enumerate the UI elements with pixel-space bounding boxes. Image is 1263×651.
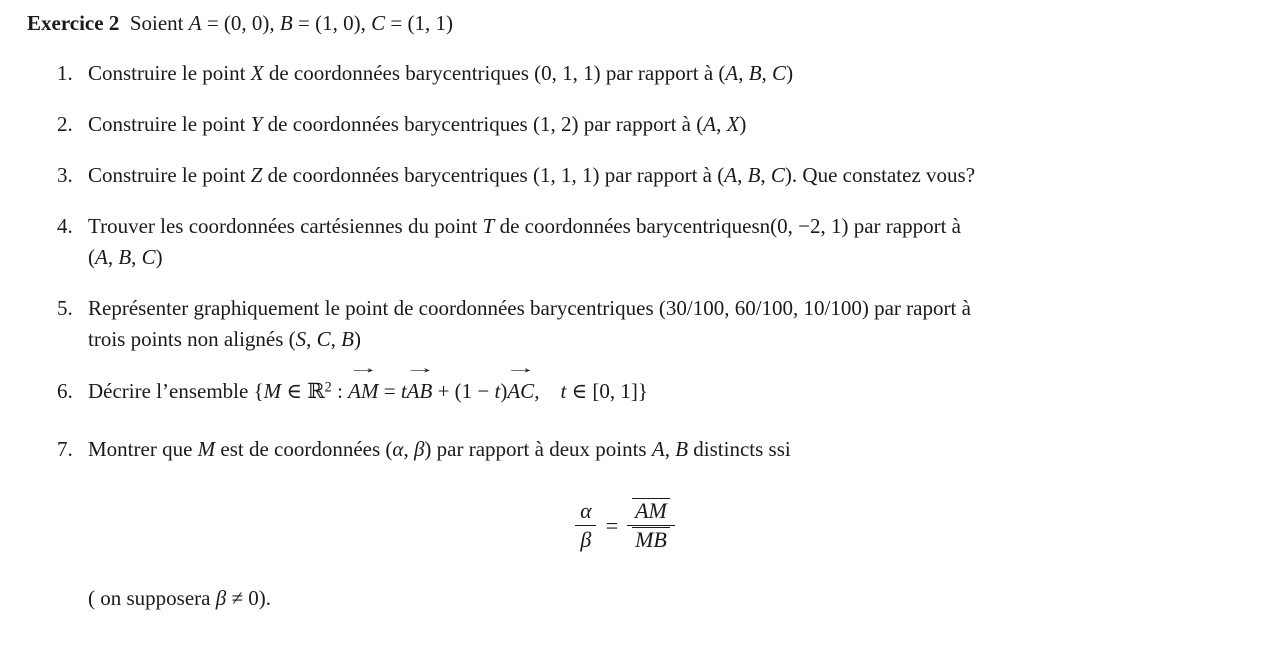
item-number: 1. (57, 61, 73, 85)
list-item-4 (57, 211, 961, 273)
list-item-1 (57, 58, 793, 89)
item-number: 5. (57, 296, 73, 320)
item-text: Trouver les coordonnées cartésiennes du point T de coordonnées barycentriquesn(0, −2, 1) par rapport à (A, B, C) (88, 214, 961, 269)
exercise-title: Exercice 2 Soient A = (0, 0), B = (1, 0), C = (1, 1) (27, 11, 453, 35)
am-numerator (627, 498, 675, 525)
vector-arrow-icon: → (347, 360, 380, 377)
item-text: Représenter graphiquement le point de coordonnées barycentriques (30/100, 60/100, 10/100) par raport à trois points non alignés (S, C, B) (88, 296, 971, 351)
item-text: Décrire l’ensemble {M ∈ ℝ$^2$ : → AM = t → AB + (1 − t) → AC, t ∈ [0, 1]} (88, 376, 648, 407)
mb-overline: MB (632, 527, 670, 551)
assumption-note: ( on supposera β ≠ 0). (88, 586, 271, 610)
item-number: 7. (57, 437, 73, 461)
item-number: 3. (57, 163, 73, 187)
item-text: Construire le point Y de coordonnées barycentriques (1, 2) par rapport à (A, X) (88, 112, 747, 136)
alpha-numerator: α (580, 498, 592, 523)
barycentric-ratio-equation (0, 498, 1250, 553)
item-text: Construire le point X de coordonnées barycentriques (0, 1, 1) par rapport à (A, B, C) (88, 61, 794, 85)
vector-letters: AB (406, 379, 433, 403)
vector-letters: AM (348, 379, 379, 403)
am-overline: AM (632, 498, 670, 522)
list-item-6 (57, 360, 648, 407)
vector-letters: AC (507, 379, 535, 403)
item-number: 2. (57, 112, 73, 136)
vector-term (504, 360, 537, 407)
mb-denominator (627, 525, 675, 553)
item-number: 6. (57, 379, 73, 403)
item-text: Construire le point Z de coordonnées barycentriques (1, 1, 1) par rapport à (A, B, C). Que constatez vous? (88, 163, 976, 187)
am-mb-fraction (627, 498, 675, 553)
list-item-2 (57, 109, 746, 140)
vector-arrow-icon: → (403, 360, 436, 377)
list-item-7 (57, 434, 791, 465)
item-number: 4. (57, 214, 73, 238)
vector-term (347, 360, 380, 407)
alpha-beta-fraction (575, 498, 597, 553)
beta-denominator: β (575, 525, 596, 553)
list-item-3 (57, 160, 975, 191)
equals-sign: = (605, 512, 619, 538)
vector-term (403, 360, 436, 407)
item-text: Montrer que M est de coordonnées (α, β) par rapport à deux points A, B distincts ssi (88, 437, 791, 461)
list-item-5 (57, 293, 971, 355)
vector-arrow-icon: → (504, 360, 537, 377)
